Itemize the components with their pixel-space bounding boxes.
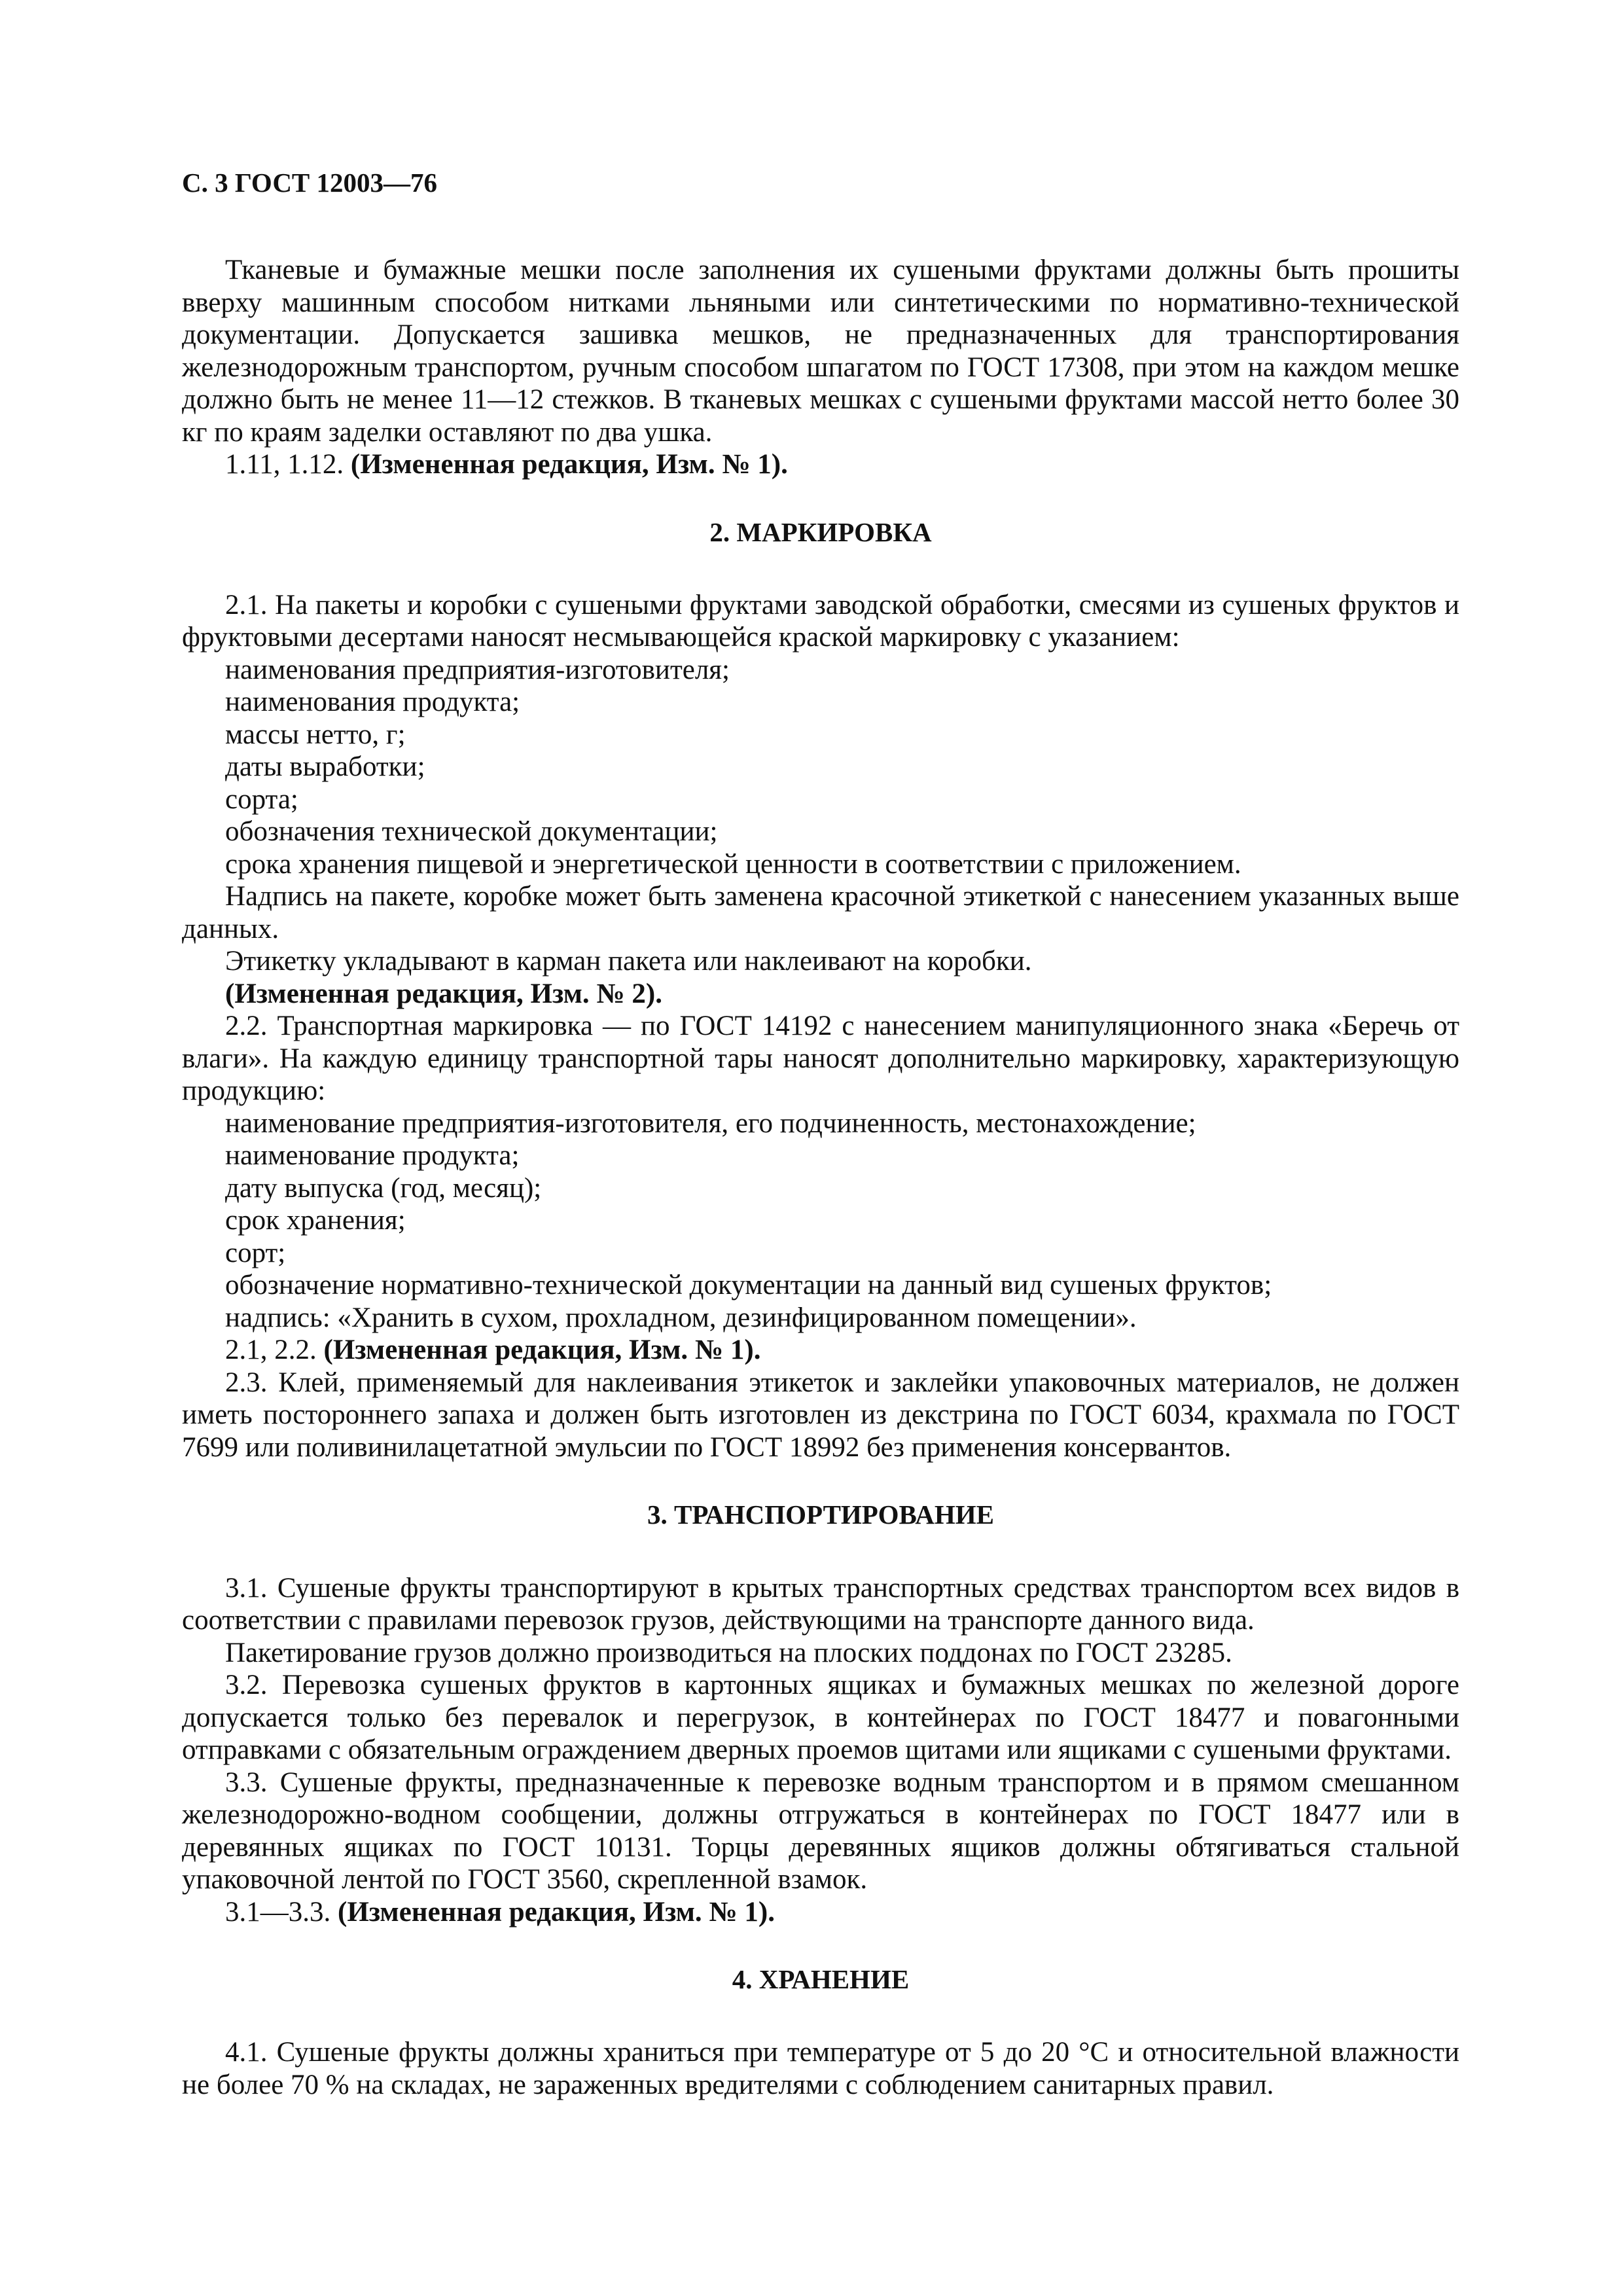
clause-2-1: 2.1. На пакеты и коробки с сушеными фруктами заводской обработки, смесями из сушеных фруктов и фруктовыми десертами наносят несмывающейся краской маркировку с указанием: xyxy=(182,589,1459,653)
list-item: наименование продукта; xyxy=(225,1140,520,1172)
amendment-note-4 xyxy=(182,1896,1459,1929)
list-item: обозначения технической документации; xyxy=(225,816,718,848)
clause-4-1: 4.1. Сушеные фрукты должны храниться при температуре от 5 до 20 °С и относительной влажности не более 70 % на складах, не зараженных вредителями с соблюдением санитарных правил. xyxy=(182,2037,1459,2100)
clause-3-1-pallets: Пакетирование грузов должно производиться на плоских поддонах по ГОСТ 23285. xyxy=(225,1637,1232,1668)
section-heading-marking: 2. МАРКИРОВКА xyxy=(709,516,932,547)
page-header: С. 3 ГОСТ 12003—76 xyxy=(182,168,438,198)
list-item: сорта; xyxy=(225,783,298,815)
amendment-clause-numbers: 1.11, 1.12. xyxy=(225,449,351,480)
list-item: сорт; xyxy=(225,1237,286,1268)
clause-2-2: 2.2. Транспортная маркировка — по ГОСТ 14192 с нанесением манипуляционного знака «Беречь от влаги». На каждую единицу транспортной тары наносят дополнительно маркировку, характеризующую продукцию: xyxy=(182,1011,1459,1107)
list-item: обозначение нормативно-технической документации на данный вид сушеных фруктов; xyxy=(225,1270,1272,1301)
list-item: срок хранения; xyxy=(225,1205,406,1236)
list-item: дату выпуска (год, месяц); xyxy=(225,1172,542,1204)
document-body xyxy=(182,254,1459,2101)
label-paragraph: Надпись на пакете, коробке может быть заменена красочной этикеткой с нанесением указанных выше данных. xyxy=(182,881,1459,944)
section-heading-storage: 4. ХРАНЕНИЕ xyxy=(732,1964,910,1995)
intro-amendment-note xyxy=(182,448,1459,481)
list-item: срока хранения пищевой и энергетической ценности в соответствии с приложением. xyxy=(225,848,1241,880)
amendment-clause-numbers: 3.1—3.3. xyxy=(225,1896,338,1928)
clause-2-3: 2.3. Клей, применяемый для наклеивания этикеток и заклейки упаковочных материалов, не должен иметь постороннего запаха и должен быть изготовлен из декстрина по ГОСТ 6034, крахмала по ГОСТ 7699 или поливинилацетатной эмульсии по ГОСТ 18992 без применения консервантов. xyxy=(182,1367,1459,1463)
section-heading-transport: 3. ТРАНСПОРТИРОВАНИЕ xyxy=(647,1499,995,1530)
intro-paragraph: Тканевые и бумажные мешки после заполнения их сушеными фруктами должны быть прошиты вверху машинным способом нитками льняными или синтетическими по нормативно-технической документации. Допускается зашивка мешков, не предназначенных для транспортирования железнодорожным транспортом, ручным способом шпагатом по ГОСТ 17308, при этом на каждом мешке должно быть не менее 11—12 стежков. В тканевых мешках с сушеными фруктами массой нетто более 30 кг по краям заделки оставляют по два ушка. xyxy=(182,255,1459,448)
clause-3-2: 3.2. Перевозка сушеных фруктов в картонных ящиках и бумажных мешках по железной дороге допускается только без перевалок и перегрузок, в контейнерах по ГОСТ 18477 и повагонными отправками с обязательным ограждением дверных проемов щитами или ящиками с сушеными фруктами. xyxy=(182,1670,1459,1766)
list-item: наименования предприятия-изготовителя; xyxy=(225,654,730,685)
amendment-clause-numbers: 2.1, 2.2. xyxy=(225,1335,324,1366)
amendment-text: (Измененная редакция, Изм. № 1). xyxy=(323,1335,761,1366)
list-item: даты выработки; xyxy=(225,751,425,783)
clause-3-1: 3.1. Сушеные фрукты транспортируют в крытых транспортных средствах транспортом всех видов в соответствии с правилами перевозок грузов, действующими на транспорте данного вида. xyxy=(182,1572,1459,1636)
label-paragraph-2: Этикетку укладывают в карман пакета или наклеивают на коробки. xyxy=(225,946,1032,977)
amendment-note-3 xyxy=(182,1334,1459,1367)
list-item: наименование предприятия-изготовителя, его подчиненность, местонахождение; xyxy=(225,1107,1196,1139)
list-item: массы нетто, г; xyxy=(225,719,406,750)
list-item: наименования продукта; xyxy=(225,687,520,718)
amendment-note-2: (Измененная редакция, Изм. № 2). xyxy=(225,978,662,1009)
amendment-text: (Измененная редакция, Изм. № 1). xyxy=(350,449,788,480)
clause-3-3: 3.3. Сушеные фрукты, предназначенные к перевозке водным транспортом и в прямом смешанном железнодорожно-водном сообщении, должны отгружаться в контейнерах по ГОСТ 18477 или в деревянных ящиках по ГОСТ 10131. Торцы деревянных ящиков должны обтягиваться стальной упаковочной лентой по ГОСТ 3560, скрепленной взамок. xyxy=(182,1767,1459,1895)
list-item: надпись: «Хранить в сухом, прохладном, дезинфицированном помещении». xyxy=(225,1302,1137,1333)
amendment-text: (Измененная редакция, Изм. № 1). xyxy=(338,1896,775,1928)
